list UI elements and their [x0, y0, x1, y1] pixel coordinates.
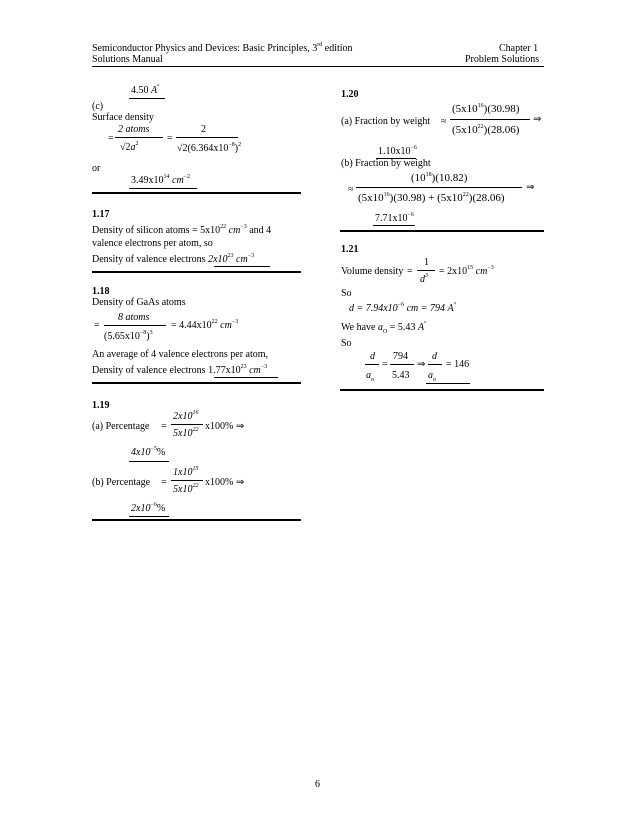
top-answer: 4.50 A° [131, 84, 160, 96]
sd-frac1-bar [115, 137, 163, 138]
header-title: Semiconductor Physics and Devices: Basic Principles, 3rd edition [92, 42, 353, 54]
problem-1-18: 1.18 [92, 286, 110, 297]
p117-underline [214, 266, 270, 267]
f2-num: 794 [393, 351, 408, 362]
f-arrow: ⇒ [417, 359, 426, 370]
p118-line1: Density of GaAs atoms [92, 297, 186, 308]
section-rule [92, 192, 301, 194]
sd-eq2: = [167, 133, 173, 144]
f3-bar [428, 364, 442, 365]
p120-a-den: $(5x10^{22})(28.06)$ [452, 124, 520, 136]
so-2: So [341, 338, 352, 349]
sd-den1: $√2a^2$ [120, 141, 139, 153]
or-label: or [92, 163, 101, 174]
p121-label: Volume density [341, 266, 404, 277]
header-chapter: Chapter 1 [499, 43, 539, 54]
p121-d: $d = 7.94x10^{-6}$ cm = 794 A° [349, 302, 457, 314]
p121-den: $d^3$ [420, 273, 428, 285]
p120-a-label: (a) Fraction by weight [341, 116, 431, 127]
f1-bar [365, 364, 379, 365]
p118-result: = $4.44x10^{22}$ $cm^{-3}$ [171, 319, 239, 331]
p117-line3: Density of valence electrons $2x10^{23}$ $cm^{-3}$ [92, 253, 255, 265]
p119-a-tail: x100% ⇒ [205, 421, 245, 432]
p119-b-label: (b) Percentage [92, 477, 151, 488]
p120-b-label: (b) Fraction by weight [341, 158, 431, 169]
p120-b-eq: ≈ [348, 184, 354, 195]
p119-b-eq: = [161, 477, 167, 488]
p119-b-num: $1x10^{15}$ [173, 466, 199, 478]
p120-a-arrow: ⇒ [533, 114, 542, 125]
section-rule [92, 382, 301, 384]
p117-line2: valence electrons per atom, so [92, 238, 213, 249]
p119-b-answer: $2x10^{-6}\%$ [131, 502, 166, 514]
problem-1-17: 1.17 [92, 209, 110, 220]
sd-answer: $3.49x10^{14}$ $cm^{-2}$ [131, 174, 191, 186]
section-rule [340, 230, 544, 232]
p120-a-bar [450, 119, 530, 120]
f-result: = 146 [446, 359, 470, 370]
p118-num: 8 atoms [118, 312, 150, 323]
p121-num: 1 [424, 257, 429, 268]
p119-a-bar [171, 424, 203, 425]
p121-underline [426, 383, 470, 384]
p120-b-underline [373, 225, 415, 226]
f2-den: 5.43 [392, 370, 410, 381]
problem-1-20: 1.20 [341, 89, 359, 100]
p118-line2: An average of 4 valence electrons per atom, [92, 349, 269, 360]
p118-frac-bar [104, 325, 166, 326]
p117-line1: Density of silicon atoms = $5x10^{22}$ $cm^{-3}$ and 4 [92, 224, 272, 236]
p119-a-num: $2x10^{16}$ [173, 410, 199, 422]
p120-a-eq: ≈ [441, 116, 447, 127]
top-answer-underline [129, 98, 165, 99]
p119-b-underline [129, 516, 169, 517]
sd-eq: = [108, 133, 114, 144]
section-rule [92, 519, 301, 521]
so-1: So [341, 288, 352, 299]
p119-a-den: $5x10^{22}$ [173, 427, 199, 439]
p120-b-arrow: ⇒ [526, 182, 535, 193]
p121-eq: = [407, 266, 413, 277]
sd-num1: 2 atoms [118, 124, 150, 135]
f1-den: $a_o$ [366, 370, 374, 383]
f2-bar [390, 364, 414, 365]
header-subtitle: Solutions Manual [92, 54, 163, 65]
sd-frac2-bar [176, 137, 238, 138]
sd-den2: $√2(6.364x10^{-8})^2$ [177, 142, 242, 154]
p118-underline [214, 377, 278, 378]
sd-num2: 2 [201, 124, 206, 135]
c-label: (c) [92, 101, 104, 112]
p120-b-num: $(10^{18})(10.82)$ [411, 172, 468, 184]
p119-a-underline [129, 461, 169, 462]
f3-num: d [432, 351, 437, 362]
sd-answer-underline [129, 188, 197, 189]
p119-b-den: $5x10^{22}$ [173, 483, 199, 495]
page-number: 6 [315, 779, 320, 790]
p120-a-answer: $1.10x10^{-6}$ [378, 145, 417, 157]
header-rule [92, 66, 544, 67]
surface-density-label: Surface density [92, 112, 154, 123]
f1-num: d [370, 351, 375, 362]
p119-a-eq: = [161, 421, 167, 432]
p119-a-label: (a) Percentage [92, 421, 150, 432]
p120-a-num: $(5x10^{16})(30.98)$ [452, 103, 520, 115]
p118-eq: = [94, 320, 100, 331]
p120-b-bar [356, 187, 522, 188]
problem-1-21: 1.21 [341, 244, 359, 255]
p120-b-answer: $7.71x10^{-6}$ [375, 212, 414, 224]
f-eq: = [382, 359, 388, 370]
p121-bar [417, 270, 435, 271]
p119-b-bar [171, 480, 203, 481]
we-have: We have $a_O = 5.43$ A° [341, 321, 427, 335]
header-section: Problem Solutions [465, 54, 540, 65]
section-rule [92, 271, 301, 273]
p118-line3: Density of valence electrons $1.77x10^{23}$ $cm^{-3}$ [92, 364, 268, 376]
p119-b-tail: x100% ⇒ [205, 477, 245, 488]
p121-result: = $2x10^{15}$ $cm^{-3}$ [439, 265, 494, 277]
p118-den: $(5.65x10^{-8})^3$ [104, 330, 153, 342]
problem-1-19: 1.19 [92, 400, 110, 411]
section-rule [340, 389, 544, 391]
f3-den: $a_o$ [428, 370, 436, 383]
p119-a-answer: $4x10^{-5}\%$ [131, 446, 166, 458]
p120-b-den: $(5x10^{16})(30.98) + (5x10^{22})(28.06)$ [358, 192, 505, 204]
